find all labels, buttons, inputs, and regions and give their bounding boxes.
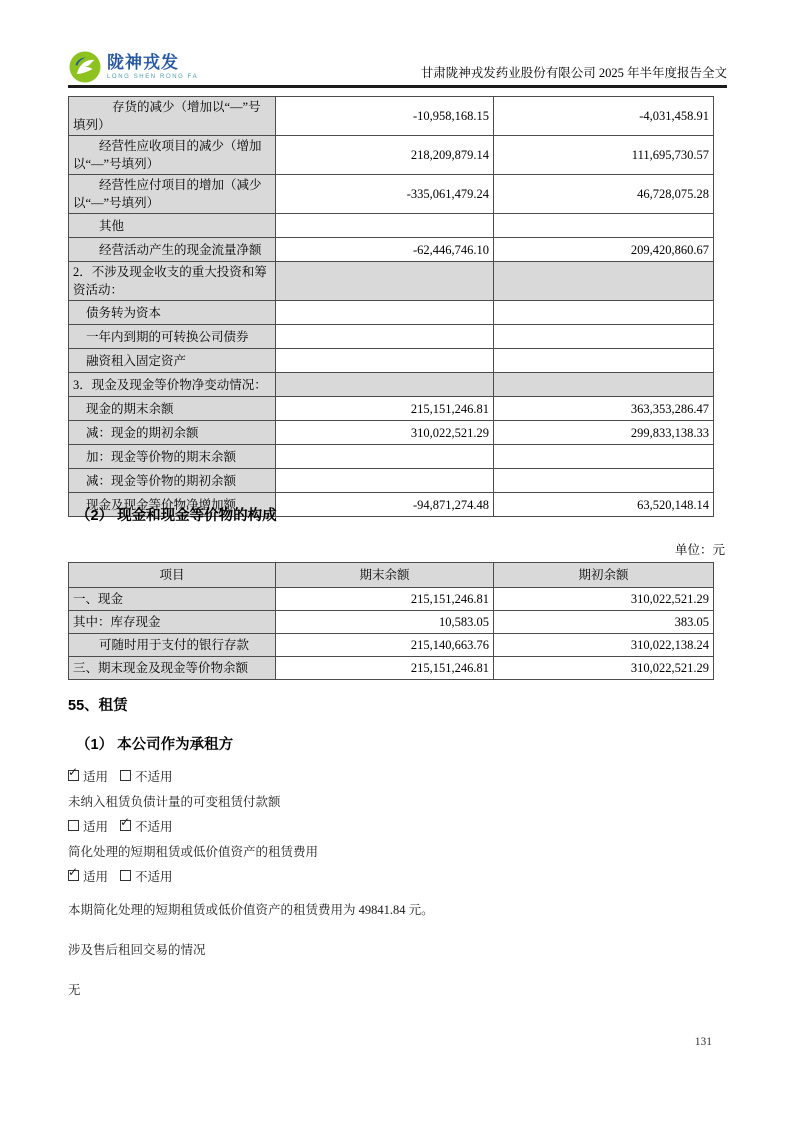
current-period-value: 215,151,246.81	[276, 657, 494, 680]
prior-period-value	[494, 373, 714, 397]
page-number: 131	[694, 1036, 712, 1048]
document-title: 甘肃陇神戎发药业股份有限公司 2025 年半年度报告全文	[420, 66, 727, 80]
row-label: 融资租入固定资产	[69, 349, 276, 373]
table-row	[69, 214, 714, 238]
option-label: 适用	[83, 769, 109, 784]
prior-period-value	[494, 469, 714, 493]
section-heading-lease: 55、租赁	[68, 698, 128, 714]
row-label: 债务转为资本	[69, 301, 276, 325]
brand-text	[107, 54, 198, 81]
table-row	[69, 325, 714, 349]
cashflow-table-body	[69, 97, 714, 517]
prior-period-value: 310,022,521.29	[494, 588, 714, 611]
row-label: 其中：库存现金	[69, 611, 276, 634]
paragraph-text: 未纳入租赁负债计量的可变租赁付款额	[68, 794, 281, 809]
table-row	[69, 97, 714, 136]
checkbox-checked-icon	[68, 870, 79, 881]
current-period-value	[276, 445, 494, 469]
row-label: 2．不涉及现金收支的重大投资和筹资活动：	[69, 262, 276, 301]
row-label: 现金的期末余额	[69, 397, 276, 421]
current-period-value: -94,871,274.48	[276, 493, 494, 517]
current-period-value: -335,061,479.24	[276, 175, 494, 214]
lease-paragraphs	[68, 763, 725, 1001]
table-row	[69, 301, 714, 325]
applicability-line	[68, 763, 725, 788]
current-period-value: 10,583.05	[276, 611, 494, 634]
cash-composition-table	[68, 562, 714, 680]
row-label: 其他	[69, 214, 276, 238]
current-period-value	[276, 214, 494, 238]
row-label: 一年内到期的可转换公司债券	[69, 325, 276, 349]
checkbox-checked-icon	[120, 820, 131, 831]
row-label: 经营性应收项目的减少（增加以“—”号填列）	[69, 136, 276, 175]
table-row	[69, 611, 714, 634]
checkbox-unchecked-icon	[120, 870, 131, 881]
paragraph-text: 涉及售后租回交易的情况	[68, 942, 206, 957]
table-row	[69, 421, 714, 445]
applicability-option	[68, 817, 108, 835]
prior-period-value: 310,022,138.24	[494, 634, 714, 657]
cash-composition-table-body	[69, 588, 714, 680]
table-row	[69, 262, 714, 301]
prior-period-value	[494, 262, 714, 301]
current-period-value	[276, 262, 494, 301]
prior-period-value: 299,833,138.33	[494, 421, 714, 445]
row-label: 可随时用于支付的银行存款	[69, 634, 276, 657]
table-row	[69, 657, 714, 680]
current-period-value	[276, 325, 494, 349]
row-label: 存货的减少（增加以“—”号填列）	[69, 97, 276, 136]
table-row	[69, 634, 714, 657]
row-label: 经营活动产生的现金流量净额	[69, 238, 276, 262]
section-heading-cash-composition: （2） 现金和现金等价物的构成	[76, 508, 277, 524]
applicability-line	[68, 863, 725, 888]
applicability-option	[68, 867, 108, 885]
applicability-line	[68, 813, 725, 838]
table-row	[69, 136, 714, 175]
current-period-value: 215,151,246.81	[276, 397, 494, 421]
applicability-option	[120, 767, 173, 785]
prior-period-value	[494, 349, 714, 373]
current-period-value: -10,958,168.15	[276, 97, 494, 136]
current-period-value	[276, 301, 494, 325]
option-label: 不适用	[135, 769, 173, 784]
current-period-value: -62,446,746.10	[276, 238, 494, 262]
row-label: 加：现金等价物的期末余额	[69, 445, 276, 469]
checkbox-unchecked-icon	[68, 820, 79, 831]
option-label: 不适用	[135, 819, 173, 834]
current-period-value: 218,209,879.14	[276, 136, 494, 175]
row-label: 经营性应付项目的增加（减少以“—”号填列）	[69, 175, 276, 214]
prior-period-value: 363,353,286.47	[494, 397, 714, 421]
checkbox-checked-icon	[68, 770, 79, 781]
current-period-value	[276, 469, 494, 493]
table-row	[69, 373, 714, 397]
prior-period-value	[494, 325, 714, 349]
row-label: 减：现金的期初余额	[69, 421, 276, 445]
prior-period-value: -4,031,458.91	[494, 97, 714, 136]
column-header-ending-balance: 期末余额	[276, 563, 494, 588]
table-row	[69, 397, 714, 421]
prior-period-value: 63,520,148.14	[494, 493, 714, 517]
current-period-value	[276, 373, 494, 397]
row-label: 现金及现金等价物净增加额	[69, 493, 276, 517]
prior-period-value	[494, 214, 714, 238]
prior-period-value: 111,695,730.57	[494, 136, 714, 175]
company-logo	[68, 50, 198, 84]
prior-period-value: 209,420,860.67	[494, 238, 714, 262]
option-label: 适用	[83, 819, 109, 834]
prior-period-value: 310,022,521.29	[494, 657, 714, 680]
page-header	[68, 44, 727, 84]
prior-period-value	[494, 301, 714, 325]
prior-period-value: 46,728,075.28	[494, 175, 714, 214]
option-label: 适用	[83, 869, 109, 884]
subsection-heading-lessee: （1） 本公司作为承租方	[76, 737, 234, 753]
row-label: 3．现金及现金等价物净变动情况：	[69, 373, 276, 397]
table-row	[69, 469, 714, 493]
paragraph-text: 简化处理的短期租赁或低价值资产的租赁费用	[68, 844, 319, 859]
paragraph-text: 本期简化处理的短期租赁或低价值资产的租赁费用为 49841.84 元。	[68, 902, 434, 917]
applicability-option	[120, 867, 173, 885]
table-row	[69, 349, 714, 373]
table-row	[69, 445, 714, 469]
table-row	[69, 238, 714, 262]
applicability-option	[120, 817, 173, 835]
brand-name-en: LONG SHEN RONG FA	[107, 73, 199, 80]
table-header-row	[69, 563, 714, 588]
brand-name-cn: 陇神戎发	[107, 52, 179, 72]
paragraph-text: 无	[68, 982, 81, 997]
table-row	[69, 588, 714, 611]
unit-note: 单位：元	[674, 543, 725, 557]
prior-period-value	[494, 445, 714, 469]
option-label: 不适用	[135, 869, 173, 884]
current-period-value: 215,151,246.81	[276, 588, 494, 611]
checkbox-unchecked-icon	[120, 770, 131, 781]
column-header-beginning-balance: 期初余额	[494, 563, 714, 588]
cashflow-table	[68, 96, 714, 517]
header-divider	[68, 85, 727, 88]
column-header-item: 项目	[69, 563, 276, 588]
current-period-value	[276, 349, 494, 373]
row-label: 减：现金等价物的期初余额	[69, 469, 276, 493]
current-period-value: 310,022,521.29	[276, 421, 494, 445]
applicability-option	[68, 767, 108, 785]
prior-period-value: 383.05	[494, 611, 714, 634]
row-label: 一、现金	[69, 588, 276, 611]
current-period-value: 215,140,663.76	[276, 634, 494, 657]
company-logo-icon	[68, 50, 102, 84]
row-label: 三、期末现金及现金等价物余额	[69, 657, 276, 680]
table-row	[69, 175, 714, 214]
